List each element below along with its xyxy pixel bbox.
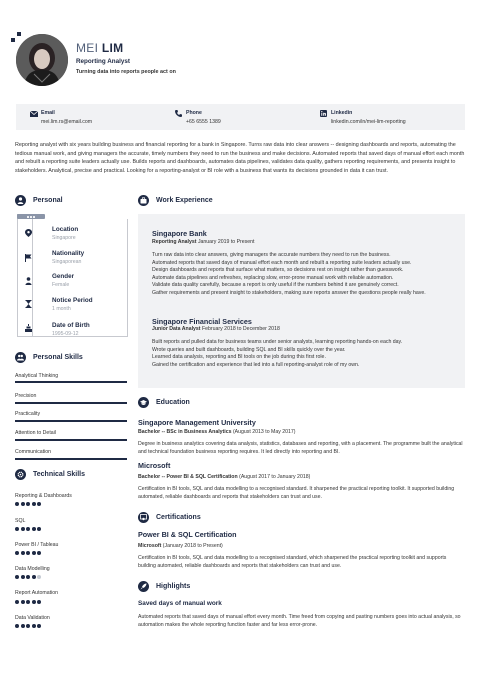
highlight-title: Saved days of manual work [138,600,222,607]
rating-dot [37,551,41,555]
company-name: Singapore Bank [152,229,207,238]
personal-card-body [33,219,128,337]
skill-practicality: Practicality [15,411,41,417]
candidate-name: MEI LIM [76,41,124,55]
gender-person-icon [25,277,32,285]
location-value: Singapore [52,235,76,241]
nationality-value: Singaporean [52,259,82,265]
corner-mark [11,38,15,42]
section-highlights [138,581,190,592]
tech-skill-rating [15,600,41,604]
avatar [16,34,68,86]
flag-icon [25,254,32,262]
contact-phone [175,110,221,125]
rating-dot [15,624,19,628]
job-title: Reporting Analyst [76,58,130,65]
tech-skill-rating [15,624,41,628]
personal-heading: Personal [33,197,63,204]
rating-dot [21,600,25,604]
rating-dot [32,624,36,628]
dob-key: Date of Birth [52,322,90,329]
rating-dot [32,600,36,604]
highlight-description: Automated reports that saved days of manual effort every month. Time freed from copying and pasting numbers goes into actual analysis, so automation makes the whole reporting function faster and far less error-prone. [138,614,461,629]
tech-skill-rating [15,575,41,579]
certification-issuer: Microsoft (January 2018 to Present) [138,543,223,549]
rating-dot [32,527,36,531]
linkedin-value[interactable]: linkedin.com/in/mei-lim-reporting [331,119,406,125]
job-description [152,252,452,298]
nationality-key: Nationality [52,250,85,257]
linkedin-icon [320,110,327,117]
rating-dot [26,527,30,531]
rating-dot [26,551,30,555]
rating-dot [15,502,19,506]
rating-dot [21,575,25,579]
gender-key: Gender [52,273,75,280]
technical-skills-heading: Technical Skills [33,471,86,478]
rating-dot [37,624,41,628]
mail-icon [30,111,38,117]
tech-skill-name: Power BI / Tableau [15,542,59,548]
rating-dot [15,575,19,579]
tagline: Turning data into reports people act on [76,69,176,75]
education-description: Certification in BI tools, SQL and data modelling to a recognised standard. It sharpened the practical reporting toolkit. It supported building automated, reliable dashboards and reports that stakeholders can trust and use. [138,486,455,501]
email-value[interactable]: mei.lim.rs@email.com [41,119,93,125]
rating-dot [15,600,19,604]
rocket-icon [138,581,149,592]
bullet: Automated reports that saved days of manual effort each month and rebuilt a reporting suite leaders actually use. [152,259,412,266]
school-name: Singapore Management University [138,418,256,427]
phone-label: Phone [186,110,202,116]
person-icon [15,195,26,206]
gender-value: Female [52,282,70,288]
tech-skill-name: Data Validation [15,615,50,621]
skill-underline [15,439,127,441]
work-experience-heading: Work Experience [156,197,213,204]
tech-skill-rating [15,527,41,531]
bullet: Built reports and pulled data for business teams under senior analysts, learning reporting hands-on each day. [152,339,403,345]
rating-dot [37,502,41,506]
section-personal-skills [15,352,83,363]
tech-skill-name: Report Automation [15,590,58,596]
personal-skills-heading: Personal Skills [33,354,83,361]
notice-value: 1 month [52,306,71,312]
phone-value[interactable]: +65 6555 1389 [186,119,221,125]
rating-dot [32,502,36,506]
certification-description: Certification in BI tools, SQL and data modelling to a recognised standard, which sharpened the practical reporting toolkit and supports building automated, reliable dashboards and reports that stakeholders can trust and use. [138,555,447,570]
bullet: Wrote queries and built dashboards, building SQL and BI skills quickly over the year. [152,346,346,353]
rating-dot [26,575,30,579]
rating-dot [21,624,25,628]
notice-key: Notice Period [52,297,93,304]
personal-row-location [52,226,78,241]
section-work-experience [138,195,213,206]
skill-underline [15,381,127,383]
rating-dot [21,527,25,531]
phone-icon [175,110,182,117]
skill-attention-to-detail: Attention to Detail [15,430,56,436]
tech-skill-name: Data Modelling [15,566,50,572]
skill-communication: Communication [15,449,52,455]
degree-line: Bachelor -- BSc in Business Analytics (August 2013 to May 2017) [138,429,296,435]
bullet: Automate data pipelines and refreshes, replacing slow, error-prone manual work with reliable automation. [152,274,394,281]
people-icon [15,352,26,363]
rating-dot [15,551,19,555]
certificate-icon [138,512,149,523]
rating-dot [21,502,25,506]
job-role: Reporting Analyst January 2019 to Present [152,239,255,245]
section-certifications [138,512,201,523]
bullet: Design dashboards and reports that surface what matters, so decisions rest on insight rather than guesswork. [152,267,404,274]
rating-dot [37,575,41,579]
personal-row-dob [52,322,90,337]
section-education [138,397,190,408]
job-description [152,339,452,369]
section-technical-skills [15,469,85,480]
cake-icon [25,324,32,332]
corner-mark [17,32,21,36]
personal-row-gender [52,273,74,288]
school-name: Microsoft [138,461,171,470]
certification-title: Power BI & SQL Certification [138,530,237,539]
skill-underline [15,402,127,404]
job-role: Junior Data Analyst February 2018 to December 2018 [152,326,280,332]
briefcase-icon [138,195,149,206]
rating-dot [15,527,19,531]
rating-dot [32,575,36,579]
degree-line: Bachelor -- Power BI & SQL Certification (August 2017 to January 2018) [138,474,311,480]
linkedin-label: Linkedin [331,110,353,116]
certifications-heading: Certifications [156,514,201,521]
graduation-cap-icon [138,397,149,408]
location-pin-icon [25,229,32,237]
highlights-heading: Highlights [156,583,191,590]
rating-dot [26,624,30,628]
bullet: Gather requirements and present insight to stakeholders, making sure reports answer the questions people really have. [152,289,426,296]
company-name: Singapore Financial Services [152,317,252,326]
tech-skill-name: Reporting & Dashboards [15,493,72,499]
skill-underline [15,458,127,460]
bullet: Turn raw data into clear answers, giving managers the accurate numbers they need to run the business. [152,252,391,258]
gear-icon [15,469,26,480]
email-label: Email [41,110,55,116]
rating-dot [26,600,30,604]
bullet: Validate data quality carefully, because a report is only useful if the numbers behind it are genuinely correct. [152,282,399,289]
bullet: Learned data analysis, reporting and BI tools on the job during this first role. [152,354,326,361]
rating-dot [37,527,41,531]
rating-dot [26,502,30,506]
rating-dot [21,551,25,555]
personal-row-nationality [52,250,84,265]
education-description: Degree in business analytics covering data analysis, statistics, databases and reporting, with a placement. The programme built the analytical and technical foundation business reporting requires. It led directly into reporting and BI. [138,441,463,456]
bullet: Gained the certification and experience that led into a full reporting-analyst role of my own. [152,361,360,368]
contact-email [30,110,92,125]
rating-dot [37,600,41,604]
skill-underline [15,420,127,422]
tech-skill-rating [15,502,41,506]
location-key: Location [52,226,79,233]
tech-skill-rating [15,551,41,555]
contact-linkedin [320,110,406,125]
hourglass-icon [25,300,32,308]
education-heading: Education [156,399,190,406]
dob-value: 1995-09-12 [52,331,79,337]
personal-row-notice [52,297,93,312]
profile-summary: Reporting analyst with six years building business and financial reporting for a bank in Singapore. Turns raw data into clear answers -- designing dashboards and reports, automating the tedious manual work, and giving managers the accurate, timely numbers they need to run the business and make decisions. Automated reports that saved days of manual effort each month and rebuilt a reporting suite leaders actually use. Builds reports and dashboards, automates data pipelines, validates data quality, gathers reporting requirements, and presents insight to stakeholders. Analytical, precise and practical. Looking for a reporting-analyst or BI role with a business that wants its decisions grounded in data it can trust. [15,142,465,175]
skill-precision: Precision [15,393,37,399]
contact-bar [16,104,465,130]
tech-skill-name: SQL [15,518,26,524]
rating-dot [32,551,36,555]
skill-analytical-thinking: Analytical Thinking [15,373,59,379]
section-personal [15,195,63,206]
